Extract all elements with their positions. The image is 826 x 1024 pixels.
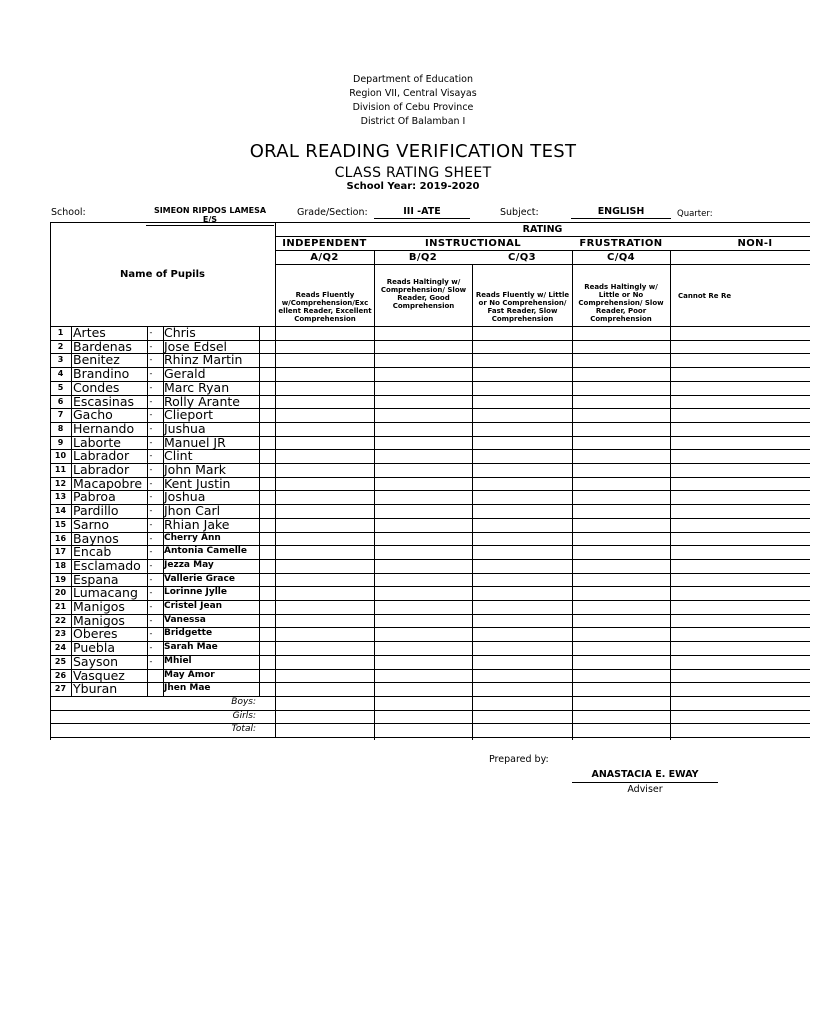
pupil-last-name: Gacho [73,407,113,423]
pupil-last-name: Brandino [73,366,130,382]
pupil-last-name: Espana [73,571,119,587]
pupil-first-name: Bridgette [164,628,213,639]
row-number: 5 [57,382,64,392]
separator-mark: - [149,560,153,570]
pupil-first-name: Cherry Ann [164,532,221,543]
row-number: 6 [57,396,64,406]
row-number: 14 [54,506,67,516]
grade-section-label: Grade/Section: [297,207,368,218]
prepared-by-label: Prepared by: [489,754,549,765]
pupil-first-name: Vanessa [164,614,206,625]
pupil-last-name: Puebla [73,640,115,656]
row-number: 15 [54,519,67,529]
separator-mark: - [149,656,153,666]
pupil-last-name: Vasquez [73,667,125,683]
totals-label-1: Boys: [231,696,256,707]
pupil-last-name: Labrador [73,448,130,464]
pupil-last-name: Condes [73,379,120,395]
row-number: 26 [54,670,67,680]
pupil-first-name: Mhiel [164,655,192,666]
separator-mark: - [149,547,153,557]
pupil-first-name: Jose Edsel [164,338,228,354]
row-number: 2 [57,341,64,351]
row-number: 22 [54,615,67,625]
header-division: Division of Cebu Province [352,102,474,113]
separator-mark: - [149,492,153,502]
separator-mark: - [149,519,153,529]
totals-line [50,737,810,738]
rating-header: RATING [522,223,563,235]
pupil-last-name: Baynos [73,530,119,546]
separator-mark: - [149,602,153,611]
row-number: 27 [54,684,67,694]
col-divider-1 [374,250,375,740]
pupil-first-name: John Mark [164,462,226,477]
desc-instructional-c: Reads Fluently w/ Little or No Comprehension/ Fast Reader, Slow Comprehension [475,291,570,323]
pupil-last-name: Bardenas [73,338,132,354]
separator-mark: - [149,506,153,516]
name-col-line-2 [147,326,148,696]
header-region: Region VII, Central Visayas [349,88,477,99]
pupil-first-name: Rolly Arante [164,393,240,409]
row-number: 9 [57,437,64,447]
pupil-first-name: Rhinz Martin [164,352,243,368]
row-number: 3 [57,355,64,365]
separator-mark: - [149,478,153,488]
level-instructional: INSTRUCTIONAL [425,237,521,249]
row-number: 4 [57,369,64,379]
row-number: 11 [54,465,67,474]
totals-divider [275,696,276,737]
code-a-q2: A/Q2 [310,251,339,263]
row-number: 12 [54,478,67,488]
pupil-last-name: Pardillo [73,503,119,519]
pupil-last-name: Hernando [73,420,135,436]
pupil-last-name: Macapobre [73,475,143,491]
pupil-first-name: Jhen Mae [164,683,211,694]
adviser-name: ANASTACIA E. EWAY [572,769,718,783]
separator-mark: - [149,410,153,420]
pupil-last-name: Manigos [73,599,125,614]
adviser-title: Adviser [627,784,663,795]
separator-mark: - [149,328,153,337]
pupil-first-name: Sarah Mae [164,642,218,653]
subject-value: ENGLISH [571,206,671,219]
separator-mark: - [149,437,153,447]
pupil-first-name: Clieport [164,407,213,423]
grade-section-value: III -ATE [374,206,470,219]
rating-table [50,222,810,740]
code-b-q2: B/Q2 [408,251,438,263]
name-col-line-3 [163,326,164,696]
separator-mark: - [149,382,153,392]
totals-label-2: Girls: [232,710,256,721]
level-frustration: FRUSTRATION [579,237,663,249]
pupil-first-name: Chris [164,325,196,340]
row-number: 20 [54,588,67,598]
quarter-label: Quarter: [677,209,713,219]
pupil-first-name: Jezza May [164,559,214,570]
pupil-first-name: Joshua [164,489,206,505]
pupil-last-name: Manigos [73,612,125,628]
pupil-last-name: Oberes [73,626,118,642]
separator-mark: - [149,423,153,433]
page-subtitle: CLASS RATING SHEET [334,165,492,181]
row-number: 24 [54,643,67,653]
desc-instructional-b: Reads Haltingly w/ Comprehension/ Slow Reader, Good Comprehension [380,278,467,310]
name-col-line-1 [71,326,72,696]
pupil-last-name: Artes [73,325,106,340]
row-number: 10 [54,451,67,461]
separator-mark: - [149,451,153,461]
separator-mark: - [149,574,153,584]
code-c-q3: C/Q3 [507,251,537,263]
totals-label-3: Total: [231,724,256,735]
pupil-first-name: May Amor [164,669,215,680]
separator-mark: - [149,643,153,653]
header-department: Department of Education [353,74,473,85]
name-col-line-4 [259,326,260,696]
header-district: District Of Balamban I [360,116,466,127]
pupil-last-name: Sarno [73,516,110,532]
school-label: School: [51,207,86,218]
pupil-last-name: Benitez [73,352,120,368]
subject-label: Subject: [500,207,539,218]
desc-non-reader: Cannot Re Re [678,292,732,300]
row-number: 7 [57,410,64,420]
separator-mark: - [149,629,153,639]
separator-mark: - [149,615,153,625]
desc-independent: Reads Fluently w/Comprehension/Exc ellent Reader, Excellent Comprehension [278,291,372,323]
pupil-first-name: Cristel Jean [164,601,223,611]
row-number: 19 [54,574,67,584]
pupil-first-name: Antonia Camelle [164,546,247,557]
pupil-last-name: Labrador [73,462,130,477]
pupil-last-name: Pabroa [73,489,116,505]
school-year: School Year: 2019-2020 [346,181,480,192]
pupil-first-name: Kent Justin [164,475,231,491]
row-number: 25 [54,656,67,666]
pupil-first-name: Jushua [164,420,206,436]
row-number: 18 [54,560,67,570]
pupil-first-name: Clint [164,448,193,464]
row-number: 13 [54,492,67,502]
pupil-first-name: Gerald [164,366,206,382]
pupil-first-name: Jhon Carl [164,503,221,519]
separator-mark: - [149,533,153,543]
name-of-pupils-header: Name of Pupils [120,268,205,280]
level-independent: INDEPENDENT [282,237,367,249]
page-title: ORAL READING VERIFICATION TEST [249,141,577,162]
separator-mark: - [149,396,153,406]
level-non-reader: NON-I [737,237,773,249]
pupil-last-name: Laborte [73,434,121,450]
row-number: 23 [54,629,67,639]
row-number: 21 [54,602,67,611]
separator-mark: - [149,341,153,351]
pupil-first-name: Marc Ryan [164,379,230,395]
code-c-q4: C/Q4 [606,251,636,263]
pupil-last-name: Escasinas [73,393,135,409]
row-number: 17 [54,547,67,557]
pupil-first-name: Rhian Jake [164,516,230,532]
pupil-first-name: Lorinne Jylle [164,587,227,598]
separator-mark: - [149,588,153,598]
pupil-last-name: Lumacang [73,585,138,601]
row-number: 16 [54,533,67,543]
row-number: 1 [57,328,64,337]
col-divider-4 [670,250,671,740]
separator-mark: - [149,355,153,365]
pupil-last-name: Yburan [73,681,118,697]
pupil-first-name: Manuel JR [164,434,226,450]
pupil-last-name: Encab [73,544,112,560]
row-number: 8 [57,423,64,433]
pupil-first-name: Vallerie Grace [164,573,235,584]
pupil-last-name: Esclamado [73,557,141,573]
desc-frustration: Reads Haltingly w/ Little or No Comprehension/ Slow Reader, Poor Comprehension [578,283,664,323]
school-value: SIMEON RIPDOS LAMESA E/S [146,206,274,226]
separator-mark: - [149,465,153,474]
codes-divider [275,264,810,265]
separator-mark: - [149,369,153,379]
pupil-last-name: Sayson [73,653,119,669]
